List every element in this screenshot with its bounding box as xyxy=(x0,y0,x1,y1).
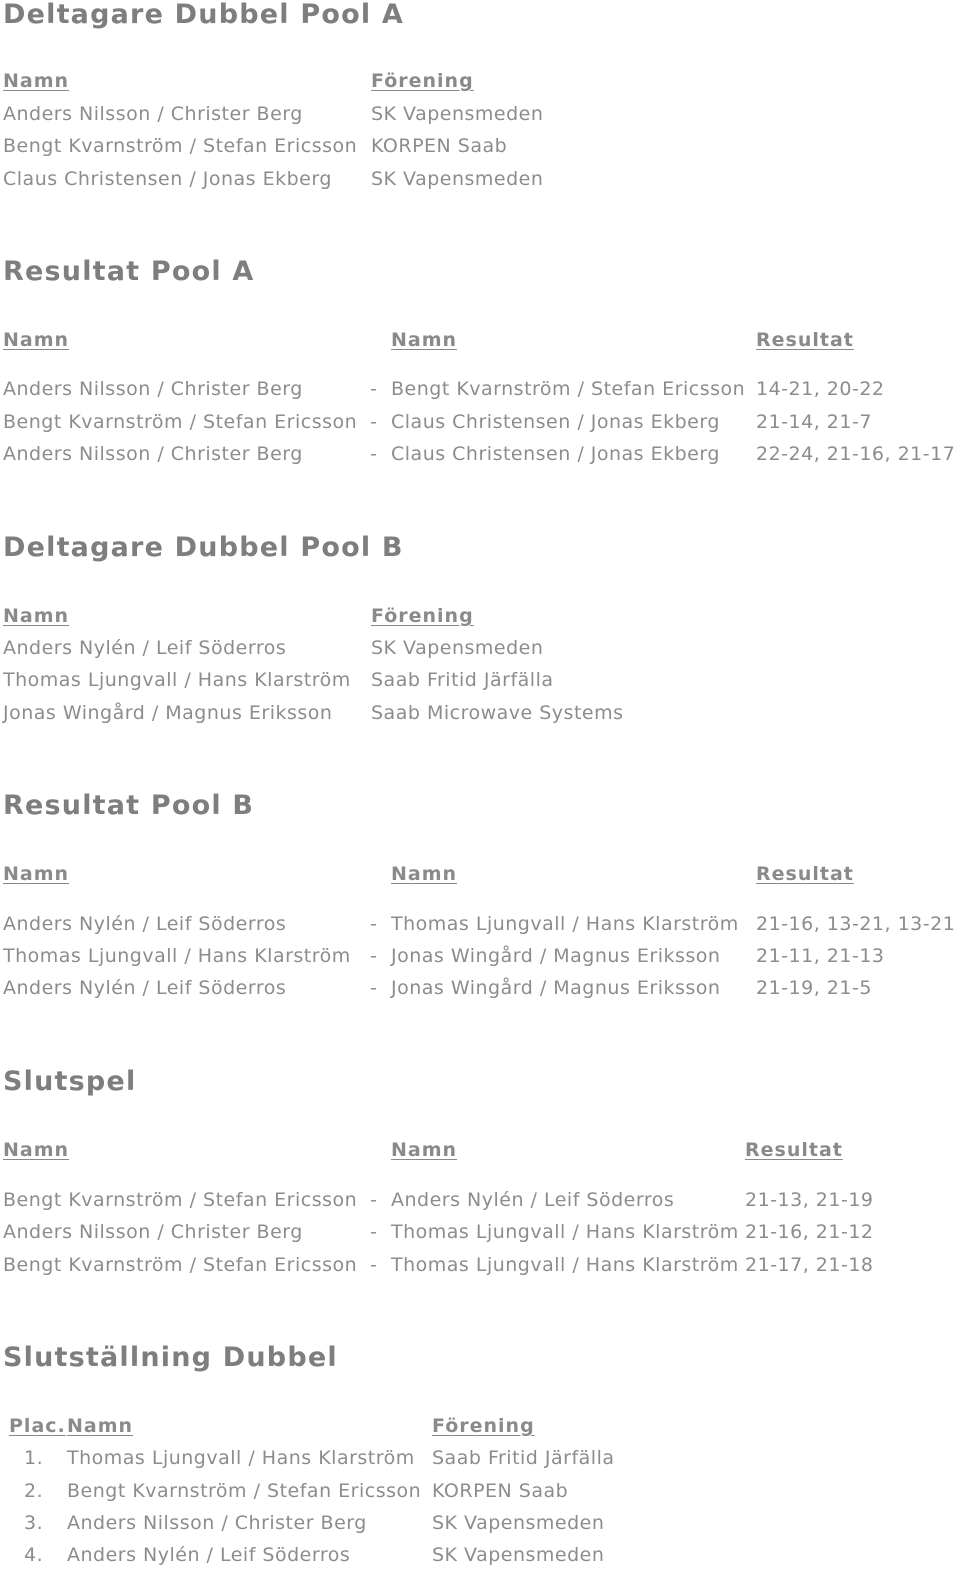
match-separator: - xyxy=(370,945,378,967)
standing-name: Anders Nylén / Leif Söderros xyxy=(67,1544,351,1566)
pool-a-participants-title: Deltagare Dubbel Pool A xyxy=(3,0,404,30)
header-name-b: Namn xyxy=(391,863,458,885)
header-name-b: Namn xyxy=(391,1139,458,1161)
header-place: Plac. xyxy=(9,1415,66,1437)
match-player-a: Anders Nilsson / Christer Berg xyxy=(3,1221,303,1243)
standing-club: KORPEN Saab xyxy=(432,1480,569,1502)
participant-name: Thomas Ljungvall / Hans Klarström xyxy=(3,669,351,691)
standing-place: 3. xyxy=(24,1512,44,1534)
header-name-b: Namn xyxy=(391,329,458,351)
header-result: Resultat xyxy=(745,1139,843,1161)
header-club: Förening xyxy=(371,70,474,92)
match-player-b: Jonas Wingård / Magnus Eriksson xyxy=(391,977,721,999)
match-player-b: Thomas Ljungvall / Hans Klarström xyxy=(391,1254,739,1276)
playoff-title: Slutspel xyxy=(3,1066,137,1097)
match-player-a: Anders Nilsson / Christer Berg xyxy=(3,443,303,465)
header-name-a: Namn xyxy=(3,329,70,351)
standing-club: SK Vapensmeden xyxy=(432,1512,605,1534)
participant-club: SK Vapensmeden xyxy=(371,637,544,659)
match-player-b: Thomas Ljungvall / Hans Klarström xyxy=(391,913,739,935)
match-player-a: Bengt Kvarnström / Stefan Ericsson xyxy=(3,411,358,433)
match-score: 21-17, 21-18 xyxy=(745,1254,874,1276)
match-player-b: Jonas Wingård / Magnus Eriksson xyxy=(391,945,721,967)
pool-a-results-title: Resultat Pool A xyxy=(3,256,255,287)
match-player-a: Bengt Kvarnström / Stefan Ericsson xyxy=(3,1254,358,1276)
pool-b-participants-title: Deltagare Dubbel Pool B xyxy=(3,532,404,563)
header-name: Namn xyxy=(3,605,70,627)
match-score: 21-13, 21-19 xyxy=(745,1189,874,1211)
participant-club: Saab Microwave Systems xyxy=(371,702,624,724)
header-club: Förening xyxy=(371,605,474,627)
match-player-b: Anders Nylén / Leif Söderros xyxy=(391,1189,675,1211)
participant-name: Anders Nylén / Leif Söderros xyxy=(3,637,287,659)
participant-club: SK Vapensmeden xyxy=(371,168,544,190)
header-club: Förening xyxy=(432,1415,535,1437)
header-name: Namn xyxy=(3,70,70,92)
header-name-a: Namn xyxy=(3,1139,70,1161)
participant-name: Anders Nilsson / Christer Berg xyxy=(3,103,303,125)
header-result: Resultat xyxy=(756,863,854,885)
match-player-a: Anders Nilsson / Christer Berg xyxy=(3,378,303,400)
match-score: 21-14, 21-7 xyxy=(756,411,872,433)
match-player-a: Bengt Kvarnström / Stefan Ericsson xyxy=(3,1189,358,1211)
match-score: 14-21, 20-22 xyxy=(756,378,885,400)
match-separator: - xyxy=(370,411,378,433)
match-separator: - xyxy=(370,1221,378,1243)
match-player-a: Anders Nylén / Leif Söderros xyxy=(3,913,287,935)
match-score: 21-16, 21-12 xyxy=(745,1221,874,1243)
match-separator: - xyxy=(370,977,378,999)
match-score: 21-16, 13-21, 13-21 xyxy=(756,913,956,935)
match-player-b: Thomas Ljungvall / Hans Klarström xyxy=(391,1221,739,1243)
match-score: 21-19, 21-5 xyxy=(756,977,872,999)
standing-place: 1. xyxy=(24,1447,44,1469)
match-player-b: Claus Christensen / Jonas Ekberg xyxy=(391,443,720,465)
match-separator: - xyxy=(370,1254,378,1276)
standing-club: SK Vapensmeden xyxy=(432,1544,605,1566)
match-score: 22-24, 21-16, 21-17 xyxy=(756,443,956,465)
match-separator: - xyxy=(370,1189,378,1211)
participant-name: Jonas Wingård / Magnus Eriksson xyxy=(3,702,333,724)
match-player-b: Bengt Kvarnström / Stefan Ericsson xyxy=(391,378,746,400)
participant-club: Saab Fritid Järfälla xyxy=(371,669,554,691)
match-separator: - xyxy=(370,443,378,465)
participant-name: Claus Christensen / Jonas Ekberg xyxy=(3,168,332,190)
pool-b-results-title: Resultat Pool B xyxy=(3,790,255,821)
match-player-a: Anders Nylén / Leif Söderros xyxy=(3,977,287,999)
match-player-a: Thomas Ljungvall / Hans Klarström xyxy=(3,945,351,967)
participant-club: KORPEN Saab xyxy=(371,135,508,157)
standing-name: Thomas Ljungvall / Hans Klarström xyxy=(67,1447,415,1469)
match-separator: - xyxy=(370,913,378,935)
match-score: 21-11, 21-13 xyxy=(756,945,885,967)
participant-club: SK Vapensmeden xyxy=(371,103,544,125)
standing-club: Saab Fritid Järfälla xyxy=(432,1447,615,1469)
standing-name: Bengt Kvarnström / Stefan Ericsson xyxy=(67,1480,422,1502)
header-name: Namn xyxy=(67,1415,134,1437)
match-separator: - xyxy=(370,378,378,400)
standings-title: Slutställning Dubbel xyxy=(3,1342,338,1373)
match-player-b: Claus Christensen / Jonas Ekberg xyxy=(391,411,720,433)
standing-place: 2. xyxy=(24,1480,44,1502)
standing-place: 4. xyxy=(24,1544,44,1566)
header-result: Resultat xyxy=(756,329,854,351)
standing-name: Anders Nilsson / Christer Berg xyxy=(67,1512,367,1534)
header-name-a: Namn xyxy=(3,863,70,885)
participant-name: Bengt Kvarnström / Stefan Ericsson xyxy=(3,135,358,157)
